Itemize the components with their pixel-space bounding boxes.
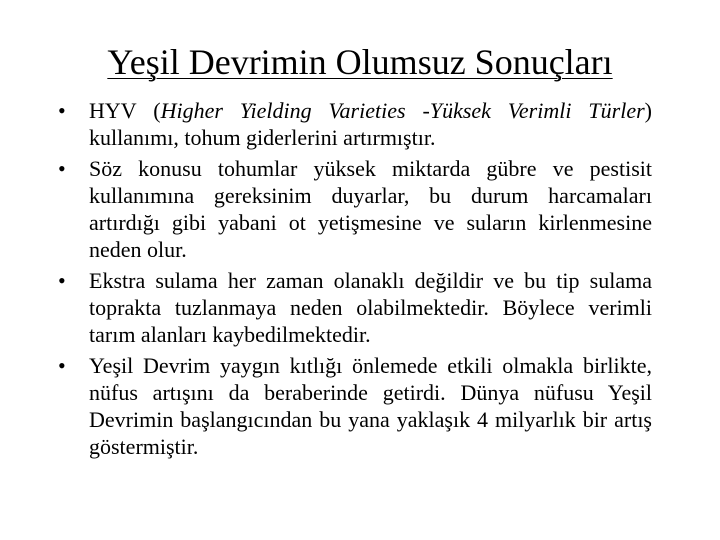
bullet-item xyxy=(58,155,652,263)
bullet-symbol: • xyxy=(58,98,66,123)
slide-title: Yeşil Devrimin Olumsuz Sonuçları xyxy=(107,42,613,82)
bullet-symbol: • xyxy=(58,353,66,378)
bullet-text-prefix: HYV ( xyxy=(89,98,161,123)
bullet-item xyxy=(58,267,652,348)
bullet-text: Söz konusu tohumlar yüksek miktarda gübre ve pestisit kullanımına gereksinim duyarlar, bu durum harcamaları artırdığı gibi yabani ot yetişmesine ve suların kirlenmesine neden olur. xyxy=(89,156,652,262)
bullet-symbol: • xyxy=(58,156,66,181)
bullet-item xyxy=(58,97,652,151)
bullet-text: ) kullanımı, tohum giderlerini artırmıştır. xyxy=(89,98,652,150)
bullet-list xyxy=(58,97,652,464)
bullet-item xyxy=(58,352,652,460)
bullet-text: Yeşil Devrim yaygın kıtlığı önlemede etkili olmakla birlikte, nüfus artışını da beraberinde getirdi. Dünya nüfusu Yeşil Devrimin başlangıcından bu yana yaklaşık 4 milyarlık bir artış göstermiştir. xyxy=(89,353,652,459)
bullet-symbol: • xyxy=(58,268,66,293)
bullet-text-italic: Higher Yielding Varieties -Yüksek Verimli Türler xyxy=(160,98,645,123)
bullet-text: Ekstra sulama her zaman olanaklı değildir ve bu tip sulama toprakta tuzlanmaya neden olabilmektedir. Böylece verimli tarım alanları kaybedilmektedir. xyxy=(89,268,652,347)
